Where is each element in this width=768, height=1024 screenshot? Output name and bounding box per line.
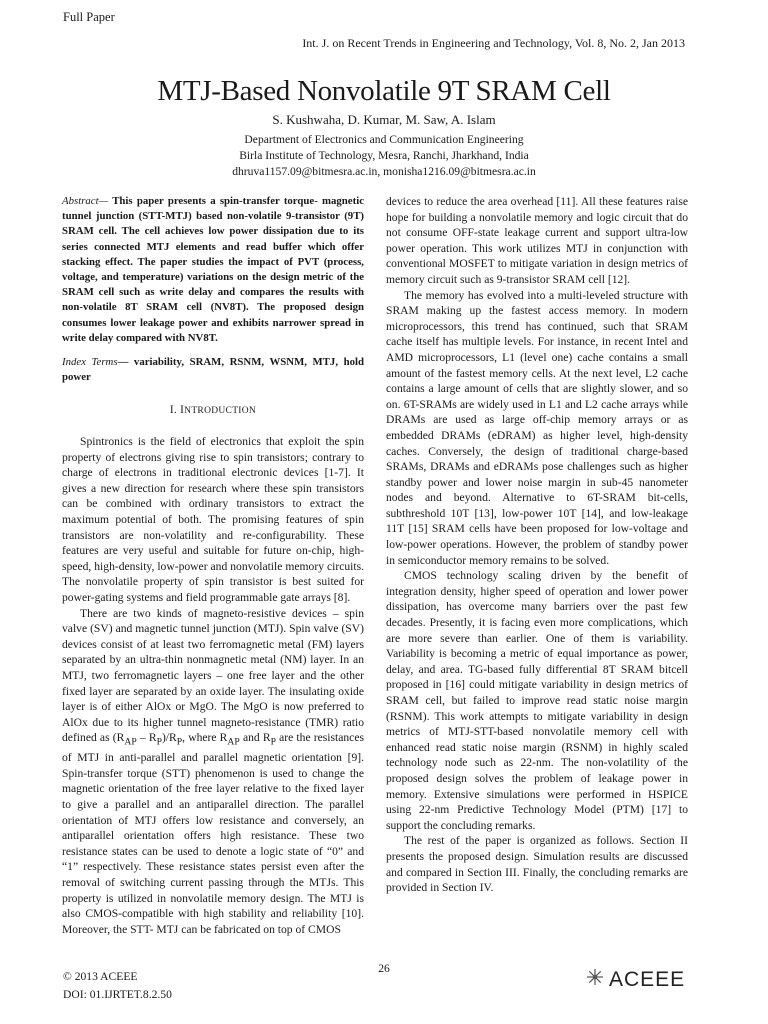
copyright-notice: © 2013 ACEEE <box>63 970 138 983</box>
left-column <box>62 194 364 937</box>
paragraph: CMOS technology scaling driven by the benefit of integration density, higher speed of operation and lower power dissipation, has overcome many barriers over the past few decades. Presently, it is facing even more complications, which are more severe than earlier. One of them is variability. Variability is becoming a metric of equal importance as power, delay, and area. TG-based fully differential 8T SRAM bitcell proposed in [16] could mitigate variability in design metrics of SRAM cell, but failed to improve read static noise margin (RSNM). This work attempts to mitigate variability in design metrics of MTJ-STT-based nonvolatile memory cell with enhanced read static noise margin (RSNM) in highly scaled technology node such as 22-nm. The non-volatility of the proposed design solves the problem of leakage power in memory. Extensive simulations were performed in HSPICE using 22-nm Predictive Technology Model (PTM) [17] to support the concluding remarks. <box>386 569 688 832</box>
abstract <box>62 194 364 346</box>
doi: DOI: 01.IJRTET.8.2.50 <box>63 988 172 1001</box>
right-column <box>386 194 688 896</box>
paragraph: There are two kinds of magneto-resistive devices – spin valve (SV) and magnetic tunnel junction (MTJ). Spin valve (SV) devices consist of at least two ferromagnetic metal (FM) layers separated by an ultra-thin nonmagnetic metal (NM) layer. In an MTJ, two ferromagnetic layers – one free layer and the other fixed layer are separated by an oxide layer. The insulating oxide layer is of either AlOx or MgO. The MgO is now preferred to AlOx due to its higher tunnel magneto-resistance (TMR) ratio defined as $(R_{AP} - R_P)/R_P$, where $R_{AP}$ and $R_P$ are the resistances of MTJ in anti-parallel and parallel magnetic orientation [9]. Spin-transfer torque (STT) phenomenon is used to change the magnetic orientation of the free layer relative to the fixed layer to give a parallel and an antiparallel direction. The parallel orientation of MTJ offers low resistance and conversely, an antiparallel orientation offers high resistance. These two resistance states can be used to denote a logic state of “0” and “1” respectively. These resistance states persist even after the removal of switching current passing through the MTJs. This property is utilized in nonvolatile memory design. The MTJ is also CMOS-compatible with high stability and reliability [10]. Moreover, the STT- MTJ can be fabricated on top of CMOS <box>62 606 364 936</box>
abstract-text: This paper presents a spin-transfer torque- magnetic tunnel junction (STT-MTJ) based non-volatile 9-transistor (9T) SRAM cell. The cell achieves low power dissipation due to its series connected MTJ elements and read buffer which offer stacking effect. The paper studies the impact of PVT (process, voltage, and temperature) variations on the design metric of the SRAM cell such as write delay and compares the results with non-volatile 8T SRAM cell (NV8T). The proposed design consumes lower leakage power and exhibits narrower spread in write delay compared with NV8T. <box>62 195 364 344</box>
paragraph: devices to reduce the area overhead [11]. All these features raise hope for building a nonvolatile memory and logic circuit that do not consume OFF-state leakage current and support ultra-low power operation. This work utilizes MTJ in conjunction with conventional MOSFET to mitigate variation in design metrics of memory circuit such as 9-transistor SRAM cell [12]. <box>386 195 688 286</box>
paragraph: The memory has evolved into a multi-leveled structure with SRAM making up the fastest access memory. In modern microprocessors, this trend has continued, such that SRAM cache itself has multiple levels. For instance, in recent Intel and AMD microprocessors, L1 (level one) cache contains a small amount of the fastest memory cells. At the next level, L2 cache contains a large amount of cells that are slightly slower, and so on. 6T-SRAMs are widely used in L1 and L2 cache arrays while DRAMs are used as large off-chip memory arrays or as embedded DRAMs (eDRAM) as higher level, high-density caches. Conversely, the design of traditional charge-based SRAMs, DRAMs and eDRAMs pose challenges such as higher standby power and lower noise margin in sub-45 nanometer nodes and beyond. Alternative to 6T-SRAM bit-cells, subthreshold 10T [13], low-power 10T [14], and low-leakage 11T [15] SRAM cells have been proposed for low-voltage and low-power operations. However, the problem of standby power in semiconductor memory remains to be solved. <box>386 288 688 567</box>
journal-citation: Int. J. on Recent Trends in Engineering and Technology, Vol. 8, No. 2, Jan 2013 <box>302 36 685 50</box>
affiliation-institute: Birla Institute of Technology, Mesra, Ranchi, Jharkhand, India <box>239 149 529 162</box>
index-terms <box>62 355 364 385</box>
paragraph: The rest of the paper is organized as follows. Section II presents the proposed design. Simulation results are discussed and compared in Section III. Finally, the concluding remarks are provided in Section IV. <box>386 834 688 895</box>
author-list: S. Kushwaha, D. Kumar, M. Saw, A. Islam <box>272 112 496 127</box>
page-number: 26 <box>378 962 390 975</box>
abstract-label: Abstract— <box>62 195 109 207</box>
paragraph: Spintronics is the field of electronics that exploit the spin property of electrons giving rise to spin transistors; contrary to charge of electrons in traditional electronic devices [1-7]. It gives a new direction for research where these spin transistors can be combined with ordinary transistors to extract the maximum potential of both. The promising features of spin transistors are non-volatility and re-configurability. These features are very useful and suitable for future on-chip, high-speed, high-density, low-power and nonvolatile memory circuits. The nonvolatile property of spin transistor is best suited for power-gating systems and field programmable gate arrays [8]. <box>62 435 364 604</box>
section-heading-introduction: I. INTRODUCTION <box>169 404 257 417</box>
paper-title: MTJ-Based Nonvolatile 9T SRAM Cell <box>157 75 611 107</box>
affiliation-department: Department of Electronics and Communication Engineering <box>244 133 524 146</box>
aceee-star-icon <box>585 967 605 992</box>
author-emails: dhruva1157.09@bitmesra.ac.in, monisha1216.09@bitmesra.ac.in <box>232 165 536 178</box>
logo-text: ACEEE <box>609 967 686 991</box>
index-terms-label: Index Terms <box>62 356 118 369</box>
aceee-logo <box>585 967 685 992</box>
index-terms-text: — variability, SRAM, RSNM, WSNM, MTJ, hold power <box>62 356 365 384</box>
full-paper-label: Full Paper <box>63 10 115 24</box>
